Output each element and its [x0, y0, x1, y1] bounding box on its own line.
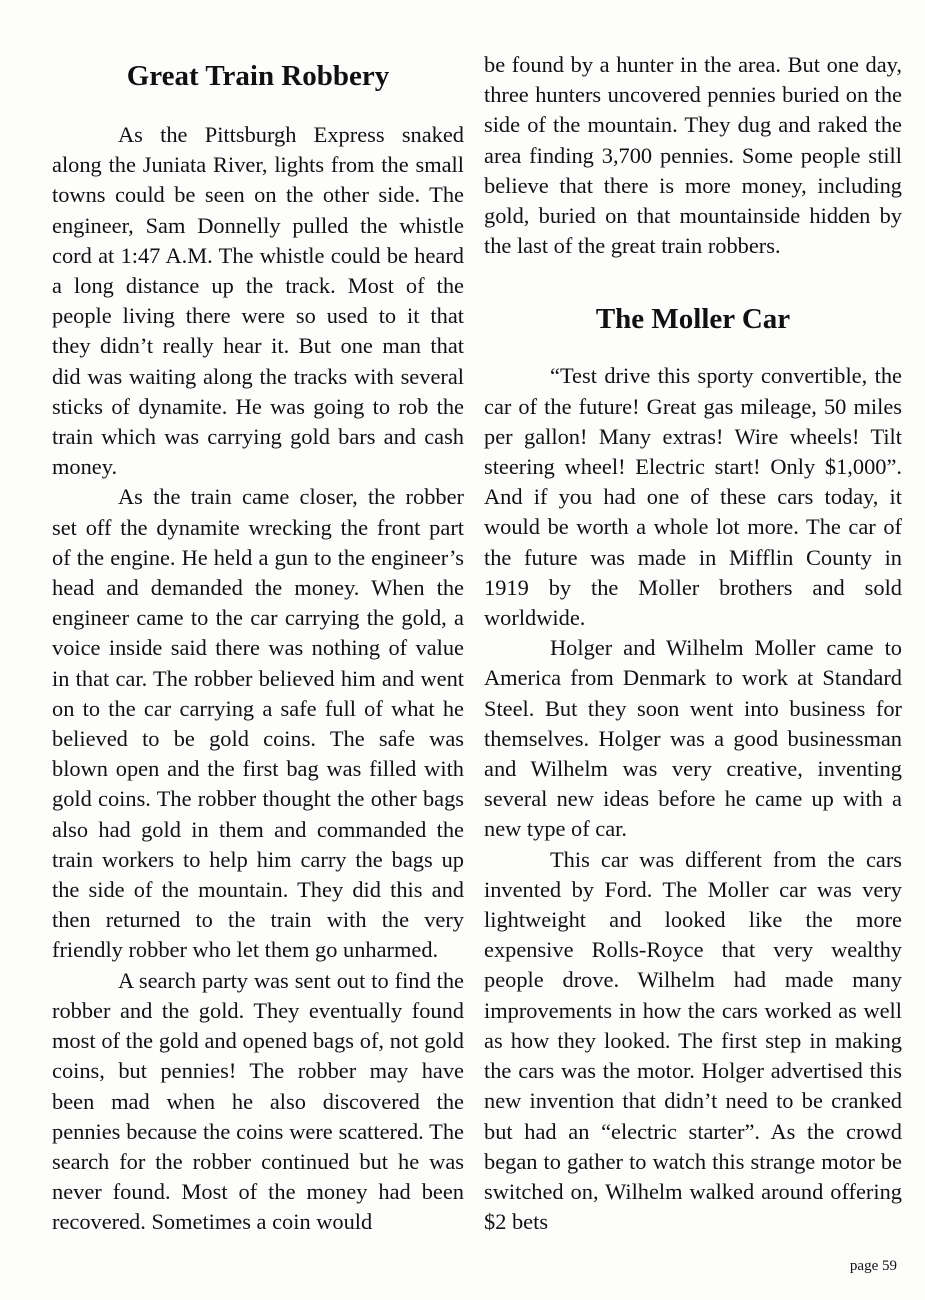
right-column — [484, 50, 902, 1237]
page-number: page 59 — [849, 1258, 897, 1274]
left-column — [52, 50, 464, 1238]
paragraph: As the train came closer, the robber set off the dynamite wrecking the front part of the engine. He held a gun to the engineer’s head and demanded the money. When the engineer came to the car carrying the gold, a voice inside said there was nothing of value in that car. The robber believed him and went on to the car carrying a safe full of what he believed to be gold coins. The safe was blown open and the first bag was filled with gold coins. The robber thought the other bags also had gold in them and commanded the train workers to help him carry the bags up the side of the mountain. They did this and then returned to the train with the very friendly robber who let them go unharmed. — [52, 484, 464, 963]
article-title-great-train-robbery: Great Train Robbery — [126, 60, 390, 92]
section-divider-space — [484, 261, 902, 301]
paragraph: A search party was sent out to find the robber and the gold. They eventually found most of the gold and opened bags of, not gold coins, but pennies! The robber may have been mad when he also discovered the pennies because the coins were scattered. The search for the robber continued but he was never found. Most of the money had been recovered. Sometimes a coin would — [52, 967, 464, 1235]
paragraph: This car was different from the cars invented by Ford. The Moller car was very lightweight and looked like the more expensive Rolls-Royce that very wealthy people drove. Wilhelm had made many improvements in how the cars worked as well as how they looked. The first step in making the cars was the motor. Holger advertised this new invention that didn’t need to be cranked but had an “electric starter”. As the crowd began to gather to watch this strange motor be switched on, Wilhelm walked around offering $2 bets — [484, 846, 902, 1235]
paragraph: Holger and Wilhelm Moller came to America from Denmark to work at Standard Steel. But they soon went into business for themselves. Holger was a good businessman and Wilhelm was very creative, inventing several new ideas before he came up with a new type of car. — [484, 635, 902, 842]
paragraph-continuation: be found by a hunter in the area. But one day, three hunters uncovered pennies buried on the side of the mountain. They dug and raked the area finding 3,700 pennies. Some people still believe that there is more money, including gold, buried on that mountainside hidden by the last of the great train robbers. — [484, 52, 902, 259]
article-title-moller-car: The Moller Car — [595, 303, 791, 336]
paragraph: “Test drive this sporty convertible, the car of the future! Great gas mileage, 50 miles per gallon! Many extras! Wire wheels! Tilt steering wheel! Electric start! Only $1,000”. And if you had one of these cars today, it would be worth a whole lot more. The car of the future was made in Mifflin County in 1919 by the Moller brothers and sold worldwide. — [484, 363, 902, 631]
paragraph: As the Pittsburgh Express snaked along the Juniata River, lights from the small towns could be seen on the other side. The engineer, Sam Donnelly pulled the whistle cord at 1:47 A.M. The whistle could be heard a long distance up the track. Most of the people living there were so used to it that they didn’t really hear it. But one man that did was waiting along the tracks with several sticks of dynamite. He was going to rob the train which was carrying gold bars and cash money. — [52, 122, 464, 480]
